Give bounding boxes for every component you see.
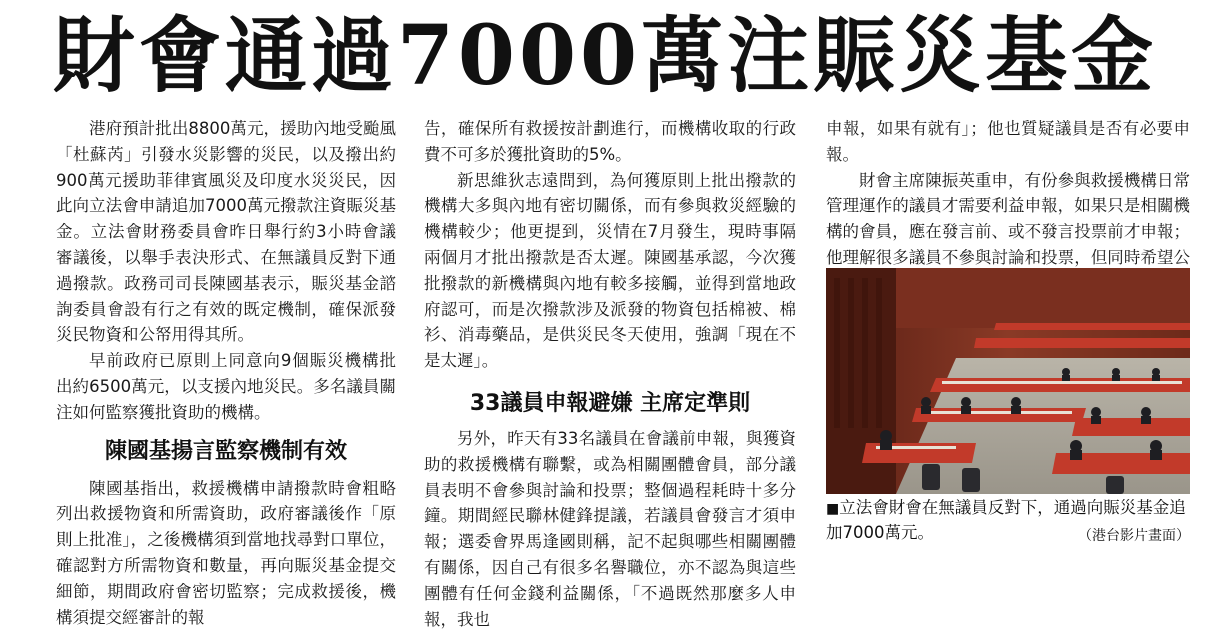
paragraph: 早前政府已原則上同意向9個賑災機構批出約6500萬元，以支援內地災民。多名議員關注如何監察獲批資助的機構。 (56, 351, 396, 422)
subheading: 陳國基揚言監察機制有效 (104, 438, 347, 464)
column-2 (424, 116, 796, 629)
paragraph: 港府預計批出8800萬元，援助內地受颱風「杜蘇芮」引發水災影響的災民，以及撥出約900萬元援助菲律賓風災及印度水災災民，因此向立法會申請追加7000萬元撥款注資賑災基金。立法會財務委員會昨日舉行約3小時會議審議後，以舉手表決形式、在無議員反對下通過撥款。政務司司長陳國基表示，賑災基金諮詢委員會設有行之有效的既定機制，確保派發災民物資和公帑用得其所。 (56, 119, 396, 345)
headline: 財會通過7000萬注賑災基金 (52, 8, 1158, 104)
paragraph: 新思維狄志遠問到，為何獲原則上批出撥款的機構大多與內地有密切關係，而有參與救災經驗的機構較少；他更提到，災情在7月發生，現時事隔兩個月才批出撥款是否太遲。陳國基承認，今次獲批撥款的新機構與內地有較多接觸，並得到當地政府認可，而是次撥款涉及派發的物資包括棉被、棉衫、消毒藥品，是供災民冬天使用，強調「現在不是太遲」。 (424, 170, 796, 371)
legco-chamber-photo (826, 268, 1190, 494)
photo-caption (826, 496, 1190, 552)
column-1 (56, 116, 396, 627)
paragraph-continued: 告，確保所有救援按計劃進行，而機構收取的行政費不可多於獲批資助的5%。 (424, 119, 796, 164)
column-3 (826, 116, 1190, 266)
subheading: 33議員申報避嫌 主席定準則 (469, 390, 751, 416)
chamber-illustration (826, 268, 1190, 494)
paragraph: 陳國基指出，救援機構申請撥款時會粗略列出救援物資和所需資助，政府審議後作「原則上批准」，之後機構須到當地找尋對口單位，確認對方所需物資和數量，再向賑災基金提交細節，期間政府會密切監察；完成救援後，機構須提交經審計的報 (56, 478, 396, 627)
paragraph: 財會主席陳振英重申，有份參與救援機構日常管理運作的議員才需要利益申報，如果只是相關機構的會員，應在發言前、或不發言投票前才申報；他理解很多議員不參與討論和投票，但同時希望公 (826, 170, 1190, 267)
caption-text: 立法會財會在無議員反對下，通過向賑災基金追加7000萬元。 (826, 498, 1186, 542)
caption-bullet-icon: ■ (826, 501, 840, 517)
photo-credit: （港台影片畫面） (1078, 528, 1190, 544)
paragraph: 另外，昨天有33名議員在會議前申報，與獲資助的救援機構有聯繫，或為相關團體會員，部分議員表明不會參與討論和投票；整個過程耗時十多分鐘。期間經民聯林健鋒提議，若議員會發言才須申報；選委會界馬逢國則稱，記不起與哪些相關團體有關係，因自己有很多名譽職位，亦不認為與這些團體有任何金錢利益關係，「不過既然那麼多人申報，我也 (424, 428, 796, 629)
paragraph-continued: 申報，如果有就有」；他也質疑議員是否有必要申報。 (826, 119, 1190, 164)
